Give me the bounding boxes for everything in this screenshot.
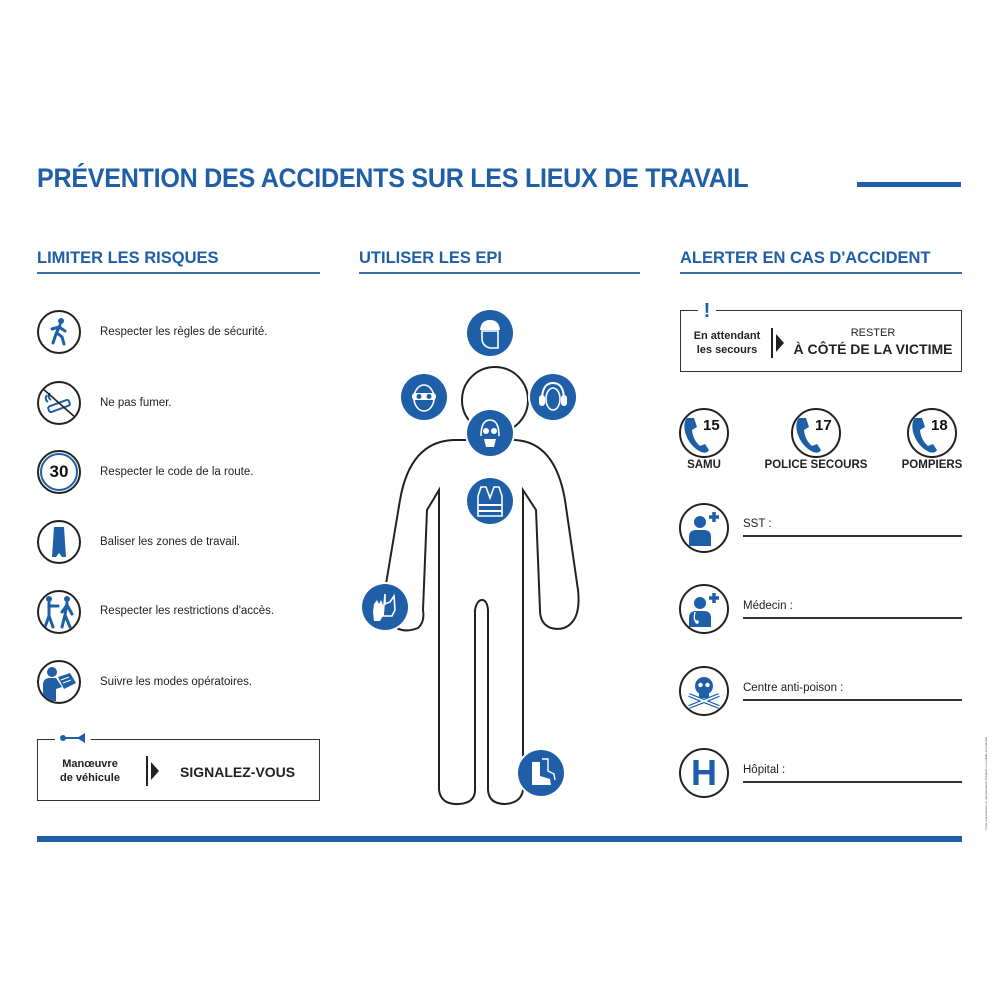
- contact-label: Hôpital :: [743, 764, 786, 776]
- speed-limit-number: 30: [40, 453, 78, 491]
- callout-line: Manœuvre: [62, 758, 118, 770]
- callout-line: les secours: [696, 344, 758, 356]
- access-restriction-icon: [37, 590, 81, 634]
- contact-input-line[interactable]: [743, 781, 962, 783]
- first-aider-icon: [679, 503, 729, 553]
- bottom-rule: [37, 836, 962, 842]
- vehicle-callout-left: [50, 757, 130, 785]
- contact-label: Centre anti-poison :: [743, 682, 844, 694]
- gloves-icon: [362, 584, 408, 630]
- contact-input-line[interactable]: [743, 699, 962, 701]
- heading-alert: ALERTER EN CAS D'ACCIDENT: [680, 249, 931, 267]
- contact-input-line[interactable]: [743, 617, 962, 619]
- phone-number: 18: [931, 417, 948, 434]
- no-smoking-icon: [37, 381, 81, 425]
- barrier-icon: [37, 520, 81, 564]
- hard-hat-icon: [467, 310, 513, 356]
- heading-ppe: UTILISER LES EPI: [359, 249, 503, 267]
- risk-label: Respecter le code de la route.: [100, 466, 254, 478]
- callout-line: En attendant: [693, 330, 761, 342]
- manual-reading-icon: [37, 660, 81, 704]
- contact-input-line[interactable]: [743, 535, 962, 537]
- risk-label: Baliser les zones de travail.: [100, 536, 240, 548]
- ear-protection-icon: [530, 374, 576, 420]
- vehicle-callout-right: SIGNALEZ-VOUS: [180, 764, 296, 780]
- speed-limit-icon: [37, 450, 81, 494]
- horn-icon: [55, 731, 91, 745]
- risk-label: Ne pas fumer.: [100, 397, 172, 409]
- risk-label: Respecter les restrictions d'accès.: [100, 605, 275, 617]
- divider: [37, 272, 320, 274]
- phone-icon: [907, 408, 957, 458]
- divider: [359, 272, 640, 274]
- contact-label: SST :: [743, 518, 772, 530]
- hi-vis-vest-icon: [467, 478, 513, 524]
- contact-label: Médecin :: [743, 600, 793, 612]
- victim-callout-line2: À CÔTÉ DE LA VICTIME: [793, 341, 953, 357]
- phone-number: 17: [815, 417, 832, 434]
- phone-label: POLICE SECOURS: [764, 459, 868, 471]
- doctor-icon: [679, 584, 729, 634]
- callout-line: de véhicule: [60, 772, 120, 784]
- divider: [680, 272, 962, 274]
- heading-risks: LIMITER LES RISQUES: [37, 249, 219, 267]
- page-title: PRÉVENTION DES ACCIDENTS SUR LES LIEUX DE TRAVAIL: [37, 163, 749, 193]
- respirator-icon: [467, 410, 513, 456]
- victim-callout-line1: RESTER: [850, 327, 896, 339]
- phone-icon: [679, 408, 729, 458]
- hospital-icon: [679, 748, 729, 798]
- safety-goggles-icon: [401, 374, 447, 420]
- separator-bar: [771, 328, 773, 358]
- exclamation-icon: !: [698, 300, 716, 322]
- phone-label: POMPIERS: [901, 459, 963, 471]
- phone-number: 15: [703, 417, 720, 434]
- fine-print: Toute reproduction ou représentation intégrale ou partielle est interdite: [984, 736, 988, 830]
- arrow-icon: [776, 334, 784, 352]
- arrow-icon: [151, 762, 159, 780]
- phone-icon: [791, 408, 841, 458]
- phone-label: SAMU: [687, 459, 721, 471]
- victim-callout-left: [685, 329, 769, 357]
- hospital-letter: H: [691, 752, 717, 793]
- title-underline: [857, 182, 961, 187]
- separator-bar: [146, 756, 148, 786]
- risk-label: Respecter les règles de sécurité.: [100, 326, 268, 338]
- safety-boots-icon: [518, 750, 564, 796]
- poison-icon: [679, 666, 729, 716]
- risk-label: Suivre les modes opératoires.: [100, 676, 253, 688]
- pedestrian-icon: [37, 310, 81, 354]
